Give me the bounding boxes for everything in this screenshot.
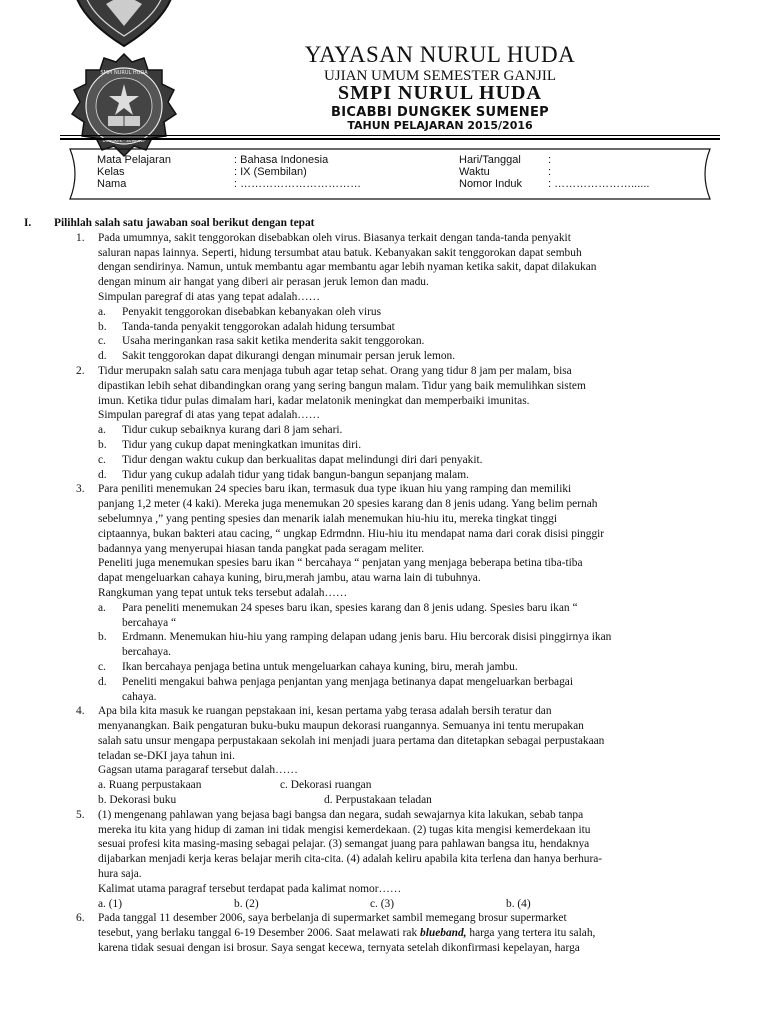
class-value: : IX (Sembilan) [234,166,307,178]
answer-option[interactable]: a. Para peneliti menemukan 24 speses baru ikan, spesies karang dan 8 jenis udang. Spesies baru ikan “ bercahaya “ [98,601,578,629]
question-prompt: Gagsan utama paragaraf tersebut dalah…… [98,764,298,777]
student-id-value: : …………………...... [548,178,650,190]
name-label: Nama [97,178,127,190]
question-text: mereka itu kita yang hidup di zaman ini tidak mengisi kemerdekaan. (2) tugas kita mengisi kemerdekaan itu [98,823,591,836]
question-5 [24,808,724,912]
question-1 [24,231,724,364]
question-text: dapat mengeluarkan cahaya kuning, biru,merah jambu, atau warna lain di tubuhnya. [98,572,481,585]
question-number: 1. [76,231,85,244]
question-text: sesuai profesi kita masing-masing sebagai pelajar. (3) semangat juang para pahlawan bangsa itu, hendaknya [98,838,590,851]
question-text: Pada tanggal 11 desember 2006, saya berbelanja di supermarket sambil memegang brosur supermarket [98,912,567,925]
answer-option-c[interactable]: c. Dekorasi ruangan [280,779,372,792]
date-value: : [548,154,552,166]
foundation-title: YAYASAN NURUL HUDA [304,42,576,67]
question-prompt: Rangkuman yang tepat untuk teks tersebut adalah…… [98,586,348,599]
question-number: 2. [76,364,85,377]
question-text: panjang 1,2 meter (4 kaki). Mereka juga menemukan 20 spesies karang dan 8 jenis udang. Yang belim pernah [98,498,598,511]
question-2 [24,364,724,482]
header-divider-thick [60,138,720,140]
answer-option[interactable]: b. Tanda-tanda penyakit tenggorokan adalah hidung tersumbat [98,320,395,333]
section-number: I. [24,217,32,229]
question-text: dijabarkan menjadi kerja keras belajar merih cita-cita. (4) adalah keliru apabila kita terlena dan hanya berhura- [98,853,603,866]
question-number: 5. [76,808,85,821]
answer-option[interactable]: d. Peneliti mengakui bahwa penjaga penjantan yang menjaga betinanya dapat mengeluarkan berbagai cahaya. [98,675,574,703]
subject-label: Mata Pelajaran [97,154,171,166]
school-location: BICABBI DUNGKEK SUMENEP [331,105,549,120]
answer-option[interactable]: c. Usaha meringankan rasa sakit ketika menderita sakit tenggorokan. [98,335,425,348]
answer-option-b[interactable]: b. (2) [234,897,259,910]
question-3 [24,482,724,704]
question-prompt: Simpulan paregraf di atas yang tepat adalah…… [98,290,321,303]
answer-option-b[interactable]: b. Dekorasi buku [98,794,177,807]
question-number: 3. [76,483,85,496]
logo-top-cropped [66,0,182,48]
question-number: 6. [76,912,85,925]
question-text: salah satu unsur mengapa perpustakaan sekolah ini menjadi juara pertama dan ditetapkan sebagai perpustakaan [98,734,605,747]
answer-option-a[interactable]: a. Ruang perpustakaan [98,779,202,792]
question-text: sebelumnya ,” yang penting spesies dan menarik ialah menemukan hiu-hiu itu, mereka tingkat tinggi [98,512,557,525]
section-title: Pilihlah salah satu jawaban soal berikut dengan tepat [54,217,315,229]
question-4 [24,704,724,808]
question-text: Pada umumnya, sakit tenggorokan disebabkan oleh virus. Biasanya terkait dengan tanda-tanda penyakit [98,231,571,244]
answer-option[interactable]: d. Sakit tenggorokan dapat dikurangi dengan minumair persan jeruk lemon. [98,350,456,363]
question-number: 4. [76,705,85,718]
school-name: SMPI NURUL HUDA [338,82,542,104]
question-text: hura saja. [98,868,142,881]
date-label: Hari/Tanggal [459,154,521,166]
question-text: (1) mengenang pahlawan yang bejasa bagi bangsa dan negara, sudah sewajarnya kita lakukan, sebab tanpa [98,808,584,821]
time-label: Waktu [459,166,490,178]
answer-option[interactable]: d. Tidur yang cukup adalah tidur yang tidak bangun-bangun sepanjang malam. [98,468,469,481]
academic-year: TAHUN PELAJARAN 2015/2016 [347,119,533,132]
question-text: Tidur merupakn salah satu cara menjaga tubuh agar tetap sehat. Orang yang tidur 8 jam per malam, bisa [98,364,572,377]
question-prompt: Kalimat utama paragraf tersebut terdapat pada kalimat nomor…… [98,882,402,895]
subject-value: : Bahasa Indonesia [234,154,329,166]
answer-option-d[interactable]: b. (4) [506,897,531,910]
question-text: menyanangkan. Baik pengaturan buku-buku maupun dekorasi ruangannya. Semuanya ini tentu merupakan [98,720,584,733]
logo-text-top: SMPI NURUL HUDA [100,70,148,76]
name-value: : …………………………… [234,178,362,190]
exam-title: UJIAN UMUM SEMESTER GANJIL [323,68,557,84]
question-text: Apa bila kita masuk ke ruangan pepstakaan ini, kesan pertama yabg terasa adalah bersih teratur dan [98,705,552,718]
question-prompt: Simpulan paregraf di atas yang tepat adalah…… [98,409,321,422]
answer-option[interactable]: b. Tidur yang cukup dapat meningkatkan imunitas diri. [98,438,362,451]
question-text: dipastikan lebih sehat dibandingkan orang yang sering bangun malam. Tidur yang baik memulihkan sistem [98,379,586,392]
answer-option[interactable]: c. Tidur dengan waktu cukup dan berkualitas dapat melindungi diri dari penyakit. [98,453,483,466]
question-text: Para peniliti menemukan 24 species baru ikan, termasuk dua type ikuan hiu yang ramping dan memiliki [98,483,572,496]
school-logo [70,52,178,158]
answer-option[interactable]: c. Ikan bercahaya penjaga betina untuk mengeluarkan cahaya kuning, biru, merah jambu. [98,660,518,673]
question-text: imun. Ketika tidur pulas dimalam hari, kadar melatonik meningkat dan memperbaiki imunitas. [98,394,530,407]
question-text: karena tidak sesuai dengan isi brosur. Saya sengat kecewa, ternyata setelah dikonfirmasi kepelayan, harga [98,942,580,955]
question-text: ciptaannya, bukan bakteri atau cacing, “ ungkap Edrmdnn. Hiu-hiu itu mendapat nama dari corak disisi pinggir [98,527,605,540]
answer-option-a[interactable]: a. (1) [98,897,123,910]
answer-option[interactable]: a. Tidur cukup sebaiknya kurang dari 8 jam sehari. [98,424,343,437]
question-text: saluran napas lainnya. Seperti, hidung tersumbat atau batuk. Kebanyakan sakit tenggorokan dapat sembuh [98,246,582,259]
answer-option-c[interactable]: c. (3) [370,897,395,910]
emphasized-word: blueband, [420,927,467,940]
logo-text-bottom: DUNGKEK · SUMENEP [102,138,146,143]
answer-option[interactable]: a. Penyakit tenggorokan disebabkan kebanyakan oleh virus [98,305,382,318]
question-text: teladan se-DKI jaya tahun ini. [98,749,235,762]
question-text: tesebut, yang berlaku tanggal 6-19 Desember 2006. Saat melawati rak blueband, harga yang tertera itu salah, [98,927,596,940]
question-text: dengan minum air hangat yang diberi air perasan jeruk lemon dan madu. [98,276,429,289]
time-value: : [548,166,552,178]
answer-option[interactable]: b. Erdmann. Menemukan hiu-hiu yang ramping delapan udang jenis baru. Hiu bercorak disisi pinggirnya ikan bercahaya. [98,631,612,659]
answer-option-d[interactable]: d. Perpustakaan teladan [324,794,432,807]
section-heading [24,216,724,231]
exam-content [24,216,724,956]
header-divider-thin [60,135,720,136]
question-6 [24,911,724,955]
student-id-label: Nomor Induk [459,178,522,190]
question-text: dengan sendirinya. Namun, untuk membantu agar membantu agar lebih nyaman ketika sakit, dapat dilakukan [98,261,597,274]
question-text: badannya yang menyerupai hiasan tanda pangkat pada seragam meliter. [98,542,425,555]
question-text: Peneliti juga menemukan spesies baru ikan “ bercahaya “ penjatan yang menjaga beberapa betina tiba-tiba [98,557,583,570]
class-label: Kelas [97,166,125,178]
